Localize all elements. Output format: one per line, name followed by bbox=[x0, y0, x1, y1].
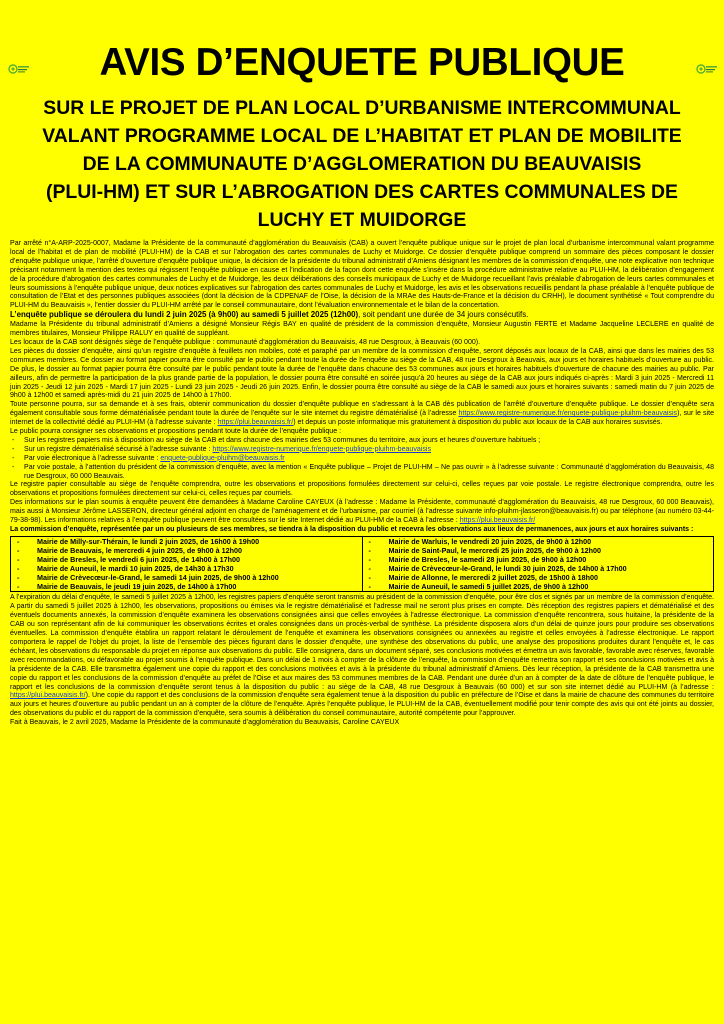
permanence-item: - Mairie de Crèvecœur-le-Grand, le samedi 14 juin 2025, de 9h00 à 12h00 bbox=[11, 573, 362, 582]
plui-link[interactable]: https://plui.beauvaisis.fr/ bbox=[217, 419, 294, 427]
expiration-text: A l’expiration du délai d’enquête, le samedi 5 juillet 2025 à 12h00, les registres papiers d’enquête seront transmis au président de la commission d’enquête, pour être clos et signés par un membre de la commission d’enquête. A partir du samedi 5 juillet 2025 à 12h00, les observations, propositions ou émises via le registre dématérialisé et l’adresse mail ne seront plus prises en compte. Dès réception des registres papiers et dématérialisé et des éventuels documents annexés, la commission d’enquête examinera les observations consignées ainsi que celles envoyées à l’adresse électronique. La commission d’enquête rencontrera, sous huitaine, la présidente de la CAB ou son représentant afin de lui communiquer les observations écrites et orales consignées dans un procès-verbal de synthèse. La présidente disposera alors d’un délai de quinze jours pour produire ses observations éventuelles. La commission d’enquête établira un rapport relatant le déroulement de l’enquête et examinera les observations consignées ou annexées au registre et celles envoyées à l’adresse électronique. Le rapport comportera le rappel de l’objet du projet, la liste de l’ensemble des pièces figurant dans le dossier d’enquête, une synthèse des observations du public, une analyse des propositions produites durant l’enquête et, le cas échéant, les observations du responsable du projet en réponse aux observations du public. Elle consignera, dans un document séparé, ses conclusions motivées et émettra un avis favorable, favorable avec réserves, favorable avec recommandations, ou défavorable au projet soumis à l’enquête publique. Dans un délai de 1 mois à compter de la clôture de l’enquête, la commission d’enquête remettra son rapport et ses conclusions motivées et avis à la présidente de la CAB. Elle transmettra également une copie du rapport et des conclusions motivées et avis à la présidente du tribunal administratif d’Amiens. Dès leur réception, la présidente de la CAB transmettra une copie du rapport et les conclusions de la commission d’enquête au préfet de l’Oise et aux maires des 53 communes membres de la CAB. Pendant une durée d’un an à compter de la date de clôture de l’enquête publique, le rapport et les conclusions de la commission d’enquête seront tenus à la disposition du public : au siège de la CAB, 48 rue Desgroux à Beauvais (60 000) et sur son site internet dédié au PLUI-HM (à l’adresse : bbox=[10, 594, 714, 691]
notice-title: AVIS D’ENQUETE PUBLIQUE bbox=[99, 41, 625, 84]
infos-text: Des informations sur le plan soumis à enquête peuvent être demandées à Madame Caroline CAYEUX (à l’adresse : Madame la Présidente, communauté d’agglomération du Beauvaisis, 48 rue Desgroux, 60 000 Beauvais), mais aussi à Monsieur Jérôme LASSERON, directeur général adjoint en charge de l’aménagement et de l’urbanisme, par courriel (à l’adresse suivante info-pluihm-jlasseron@beauvaisis.fr) ou par téléphone (au numéro 03-44-79-38-98). Les informations relatives à l’enquête publique peuvent être consultées sur le site Internet dédié au PLUI-HM de la CAB à l’adresse : bbox=[10, 499, 714, 525]
list-item-text: Par voie électronique à l’adresse suivante : bbox=[24, 454, 161, 462]
subtitle-line: LUCHY ET MUIDORGE bbox=[257, 209, 467, 231]
list-item-text: Sur un registre dématérialisé sécurisé à l’adresse suivante : bbox=[24, 445, 213, 453]
infos-paragraph bbox=[10, 499, 714, 526]
registre-link[interactable]: https://www.registre-numerique.fr/enquete-publique-pluihm-beauvaisis bbox=[458, 410, 678, 418]
intro-paragraph: Par arrêté n°A-ARP-2025-0007, Madame la Présidente de la communauté d’agglomération du Beauvaisis (CAB) a ouvert l’enquête publique unique sur le projet de plan local d’urbanisme intercommunal valant programme local de l’habitat et de plan de mobilité (PLUI-HM) de la CAB et sur l’abrogation des cartes communales de Luchy et Muidorge. Ce dossier d’enquête publique comprend un sommaire des pièces composant le dossier d’enquête publique unique, l’arrêté d’ouverture d’enquête publique unique, la décision de la présidente du tribunal administratif d’Amiens désignant les membres de la commission d’enquête, une note explicative non technique précisant notamment la mention des textes qui régissent l’enquête publique en cause et l’indication de la façon dont cette enquête s’insère dans la procédure administrative relative au PLUI-HM, la délibération d’engagement de la procédure d’abrogation des cartes communales de Luchy et de Muidorge, les deux délibérations des conseils municipaux de Luchy et de Muidorge recueillant l’avis préalable d’abrogation de leurs cartes communales et leurs soumissions à l’enquête publique unique, deux notices explicatives sur l’abrogation des cartes communales de Luchy et Muidorge, les avis et les observations recueillis pendant la phase préalable à l’enquête publique de consultation de l’Etat et des personnes publiques associées (dont la décision de la CDPENAF de l’Oise, la décision de la MRAe des Hauts-de-France et la décision du CRHH), le document synthétisé « Tout comprendre du PLUI-HM du Beauvaisis », l’entier dossier du PLUI-HM arrêté par le conseil communautaire, dont l’évaluation environnementale et le bilan de la concertation. bbox=[10, 240, 714, 310]
permanence-item: - Mairie de Warluis, le vendredi 20 juin 2025, de 9h00 à 12h00 bbox=[363, 537, 714, 546]
permanence-item: - Mairie de Auneuil, le mardi 10 juin 2025, de 14h30 à 17h30 bbox=[11, 564, 362, 573]
expiration-paragraph bbox=[10, 594, 714, 719]
permanence-item: - Mairie de Crèvecœur-le-Grand, le lundi 30 juin 2025, de 14h00 à 17h00 bbox=[363, 564, 714, 573]
list-item: - Par voie postale, à l’attention du président de la commission d’enquête, avec la mention « Enquête publique – Projet de PLUI-HM – Ne pas ouvrir » à l’adresse suivante : Communauté d’agglomération du Beauvaisis, 48 rue Desgroux, 60 000 Beauvais. bbox=[10, 464, 714, 482]
pieces-paragraph: Les pièces du dossier d’enquête, ainsi qu’un registre d’enquête à feuillets non mobiles, coté et paraphé par un membre de la commission d’enquête, seront déposés aux locaux de la CAB, ainsi que dans les mairies des 53 communes membres. Ce dossier au format papier pourra être consulté par le public pendant toute la durée de l’enquête au siège de la CAB, 48 rue Desgroux à Beauvais, aux jours et horaires habituels d’ouverture au public. De plus, le dossier au format papier pourra être consulté par le public pendant toute la durée de l’enquête dans chacune des 53 communes aux jours et horaires habituels d’ouverture de chacune des mairies au public. Par ailleurs, afin de permettre la participation de la plus grande partie de la population, le dossier pourra être consulté en soirée jusqu’à 20 heures au siège de la CAB aux jours indiqués ci-après : Mardi 3 juin 2025 - Mercredi 11 juin 2025 - Jeudi 12 juin 2025 - Mardi 17 juin 2025 - Lundi 23 juin 2025 - Jeudi 26 juin 2025. Enfin, le dossier pourra être consulté au siège de la CAB le samedi aux jours et horaires suivants : samedi matin du 7 juin 2025 de 9h00 à 12h00 et samedi après-midi du 21 juin 2025 de 14h00 à 17h00. bbox=[10, 347, 714, 400]
agglo-logo-right bbox=[696, 62, 718, 76]
permanence-item: - Mairie de Bresles, le samedi 28 juin 2025, de 9h00 à 12h00 bbox=[363, 555, 714, 564]
dates-paragraph bbox=[10, 311, 714, 321]
list-item bbox=[10, 446, 714, 455]
agglo-logo-left bbox=[8, 62, 30, 76]
list-item: - Sur les registres papiers mis à disposition au siège de la CAB et dans chacune des mairies des 53 communes du territoire, aux jours et heures d’ouverture habituels ; bbox=[10, 437, 714, 446]
subtitle-line: DE LA COMMUNAUTE D’AGGLOMERATION DU BEAUVAISIS bbox=[82, 153, 642, 175]
permanences-table bbox=[10, 536, 714, 593]
public-intro: Le public pourra consigner ses observations et propositions pendant toute la durée de l’enquête publique : bbox=[10, 428, 342, 436]
enquiry-dates: L’enquête publique se déroulera du lundi 2 juin 2025 (à 9h00) au samedi 5 juillet 2025 (12h00) bbox=[10, 310, 359, 320]
permanence-item: - Mairie de Auneuil, le samedi 5 juillet 2025, de 9h00 à 12h00 bbox=[363, 582, 714, 591]
permanences-intro: La commission d’enquête, représentée par un ou plusieurs de ses membres, se tiendra à la disposition du public et recevra les observations aux lieux de permanences, aux jours et aux horaires suivants : bbox=[10, 526, 694, 533]
permanence-item: - Mairie de Beauvais, le mercredi 4 juin 2025, de 9h00 à 12h00 bbox=[11, 546, 362, 555]
expiration-text: ). Une copie du rapport et des conclusions de la commission d’enquête sera également tenue à la disposition du public en préfecture de l’Oise et dans la mairie de chacune des communes du territoire aux jours et heures d’ouverture au public pendant un an à compter de la clôture de l’enquête. Après l’enquête publique, le PLUI-HM de la CAB, éventuellement modifié pour tenir compte des avis qui ont été joints au dossier, des observations du public et du rapport de la commission d’enquête, sera soumis à délibération du conseil communautaire, autorité compétente pour l’approuver. bbox=[10, 692, 714, 718]
permanences-left-column bbox=[11, 536, 363, 592]
enquiry-duration: , soit pendant une durée de 34 jours consécutifs. bbox=[358, 310, 529, 320]
locaux-paragraph: Les locaux de la CAB sont désignés siège de l’enquête publique : communauté d’agglomération du Beauvaisis, 48 rue Desgroux, à Beauvais (60 000). bbox=[10, 338, 481, 346]
registre-paragraph: Le registre papier consultable au siège de l’enquête comprendra, outre les observations et propositions formulées directement sur celui-ci, celles reçues par voie postale. Le registre électronique comprendra, outre les observations et propositions formulées directement sur celui-ci, celles reçues par courriels. bbox=[10, 481, 714, 498]
permanence-item: - Mairie de Allonne, le mercredi 2 juillet 2025, de 15h00 à 18h00 bbox=[363, 573, 714, 582]
notice-subtitle bbox=[10, 94, 714, 234]
subtitle-line: VALANT PROGRAMME LOCAL DE L’HABITAT ET PLAN DE MOBILITE bbox=[42, 125, 682, 147]
signature-line: Fait à Beauvais, le 2 avril 2025, Madame la Présidente de la communauté d’agglomération du Beauvaisis, Caroline CAYEUX bbox=[10, 719, 400, 727]
notice-body bbox=[10, 240, 714, 728]
subtitle-line: (PLUI-HM) ET SUR L’ABROGATION DES CARTES COMMUNALES DE bbox=[46, 181, 678, 203]
email-link[interactable]: enquete-publique-pluihm@beauvaisis.fr bbox=[160, 454, 285, 462]
observation-methods-list bbox=[10, 437, 714, 482]
registre-link[interactable]: https://www.registre-numerique.fr/enquete-publique-pluihm-beauvaisis bbox=[212, 445, 431, 453]
permanence-item: - Mairie de Milly-sur-Thérain, le lundi 2 juin 2025, de 16h00 à 19h00 bbox=[11, 537, 362, 546]
permanence-item: - Mairie de Beauvais, le jeudi 19 juin 2025, de 14h00 à 17h00 bbox=[11, 582, 362, 591]
subtitle-line: SUR LE PROJET DE PLAN LOCAL D’URBANISME INTERCOMMUNAL bbox=[43, 97, 681, 119]
list-item bbox=[10, 455, 714, 464]
plui-link[interactable]: https://plui.beauvaisis.fr/ bbox=[10, 692, 86, 700]
commission-paragraph: Madame la Présidente du tribunal administratif d’Amiens a désigné Monsieur Régis BAY en qualité de président de la commission d’enquête, Monsieur Augustin FERTE et Madame Jacqueline LECLERE en qualité de membres titulaires, Monsieur Philippe RALUY en qualité de suppléant. bbox=[10, 321, 714, 338]
access-text: ), sur le site internet de la collectivité dédié au PLUI-HM (à l’adresse suivante : bbox=[10, 410, 715, 427]
access-text: Toute personne pourra, sur sa demande et à ses frais, obtenir communication du dossier d’enquête publique en s’adressant à la CAB dès publication de l’arrêté d’ouverture d’enquête publique. Le dossier d’enquête sera également consultable sous forme dématérialisée pendant toute la durée de l’enquête sur le site internet du registre dématérialisé (à l’adresse bbox=[10, 401, 714, 418]
plui-link[interactable]: https://plui.beauvaisis.fr/ bbox=[459, 517, 536, 525]
permanences-right-column bbox=[362, 536, 714, 592]
access-paragraph bbox=[10, 401, 714, 428]
permanence-item: - Mairie de Saint-Paul, le mercredi 25 juin 2025, de 9h00 à 12h00 bbox=[363, 546, 714, 555]
permanence-item: - Mairie de Bresles, le vendredi 6 juin 2025, de 14h00 à 17h00 bbox=[11, 555, 362, 564]
access-text: ) et depuis un poste informatique mis gratuitement à disposition du public aux locaux de la CAB aux horaires susvisés. bbox=[293, 419, 663, 427]
